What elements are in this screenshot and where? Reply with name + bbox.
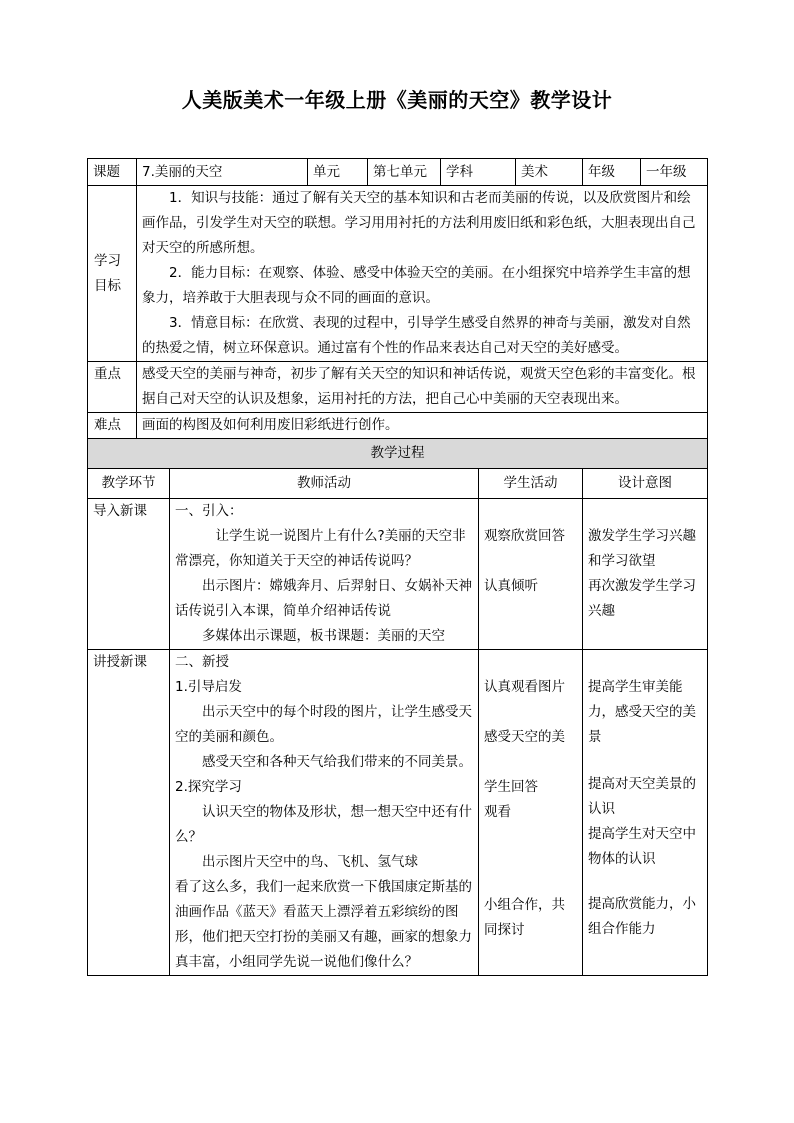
intro-student [479, 499, 583, 650]
difficulty-label: 难点 [88, 413, 137, 439]
difficulty-text: 画面的构图及如何利用废旧彩纸进行创作。 [137, 413, 708, 439]
process-columns-row [88, 469, 708, 499]
goals-content [137, 186, 708, 362]
teach-intent-4: 提高欣赏能力，小组合作能力 [588, 896, 697, 937]
teach-student-2: 感受天空的美 [484, 729, 566, 745]
goal-emotion: 3．情意目标：在欣赏、表现的过程中，引导学生感受自然界的神奇与美丽，激发对自然的热爱之情，树立环保意识。通过富有个性的作品来表达自己对天空的美好感受。 [142, 315, 691, 356]
teach-teacher-6: 认识天空的物体及形状，想一想天空中还有什么？ [175, 804, 472, 845]
intro-intent-1: 激发学生学习兴趣和学习欲望 [588, 528, 697, 569]
teach-row [88, 650, 708, 976]
key-points-label: 重点 [88, 362, 137, 413]
teach-student [479, 650, 583, 976]
teach-intent-1: 提高学生审美能力，感受天空的美景 [588, 679, 697, 745]
intro-student-2: 认真倾听 [484, 578, 539, 594]
col-student: 学生活动 [479, 469, 583, 499]
intro-intent [583, 499, 708, 650]
subject-label: 学科 [441, 159, 516, 186]
subject-value: 美术 [516, 159, 583, 186]
teach-teacher-4: 感受天空和各种天气给我们带来的不同美景。 [202, 754, 472, 770]
intro-intent-2: 再次激发学生学习兴趣 [588, 578, 697, 619]
teach-intent-2: 提高对天空美景的认识 [588, 776, 697, 817]
goal-ability: 2．能力目标：在观察、体验、感受中体验天空的美丽。在小组探究中培养学生丰富的想象力，培养敢于大胆表现与众不同的画面的意识。 [142, 265, 691, 306]
intro-stage: 导入新课 [88, 499, 170, 650]
info-row [88, 159, 708, 186]
col-stage: 教学环节 [88, 469, 170, 499]
unit-value: 第七单元 [368, 159, 441, 186]
document-title: 人美版美术一年级上册《美丽的天空》教学设计 [181, 88, 613, 112]
unit-label: 单元 [308, 159, 368, 186]
teach-teacher-7: 出示图片天空中的鸟、飞机、氢气球 [202, 854, 418, 870]
difficulty-row [88, 413, 708, 439]
grade-label: 年级 [583, 159, 641, 186]
goals-label [88, 186, 137, 362]
intro-student-1: 观察欣赏回答 [484, 528, 566, 544]
key-points-text: 感受天空的美丽与神奇，初步了解有关天空的知识和神话传说，观赏天空色彩的丰富变化。根据自己对天空的认识及想象，运用衬托的方法，把自己心中美丽的天空表现出来。 [137, 362, 708, 413]
process-header: 教学过程 [88, 439, 708, 469]
teach-teacher-1: 二、新授 [175, 654, 229, 670]
teach-teacher-8: 看了这么多，我们一起来欣赏一下俄国康定斯基的油画作品《蓝天》看蓝天上漂浮着五彩缤纷的图形，他们把天空打扮的美丽又有趣，画家的想象力真丰富，小组同学先说一说他们像什么？ [175, 879, 472, 970]
teach-intent [583, 650, 708, 976]
teach-teacher-3: 出示天空中的每个时段的图片，让学生感受天空的美丽和颜色。 [175, 704, 472, 745]
process-header-row [88, 439, 708, 469]
teach-student-3: 学生回答 [484, 779, 539, 795]
lesson-plan-table [87, 158, 708, 976]
teach-teacher [170, 650, 479, 976]
teach-teacher-5: 2.探究学习 [175, 779, 242, 795]
goals-label-line1: 学习 [94, 252, 121, 269]
goal-knowledge: 1．知识与技能：通过了解有关天空的基本知识和古老而美丽的传说，以及欣赏图片和绘画作品，引发学生对天空的联想。学习用用衬托的方法利用废旧纸和彩色纸，大胆表现出自己对天空的所感所想。 [142, 190, 696, 256]
teach-intent-3: 提高学生对天空中物体的认识 [588, 826, 697, 867]
teach-teacher-2: 1.引导启发 [175, 679, 242, 695]
teach-student-4: 观看 [484, 804, 512, 820]
lesson-value: 7.美丽的天空 [137, 159, 308, 186]
intro-teacher [170, 499, 479, 650]
goals-label-line2: 目标 [94, 277, 121, 294]
col-teacher: 教师活动 [170, 469, 479, 499]
intro-row [88, 499, 708, 650]
teach-stage: 讲授新课 [88, 650, 170, 976]
key-points-row [88, 362, 708, 413]
intro-teacher-2: 让学生说一说图片上有什么?美丽的天空非常漂亮，你知道关于天空的神话传说吗？ [175, 528, 466, 569]
teach-student-1: 认真观看图片 [484, 679, 566, 695]
grade-value: 一年级 [641, 159, 708, 186]
lesson-label: 课题 [88, 159, 137, 186]
intro-teacher-1: 一、引入： [175, 503, 243, 519]
goals-row [88, 186, 708, 362]
intro-teacher-4: 多媒体出示课题，板书课题：美丽的天空 [202, 628, 445, 644]
teach-student-5: 小组合作，共同探讨 [484, 897, 566, 938]
col-intent: 设计意图 [583, 469, 708, 499]
intro-teacher-3: 出示图片：嫦娥奔月、后羿射日、女娲补天神话传说引入本课，简单介绍神话传说 [175, 578, 472, 619]
